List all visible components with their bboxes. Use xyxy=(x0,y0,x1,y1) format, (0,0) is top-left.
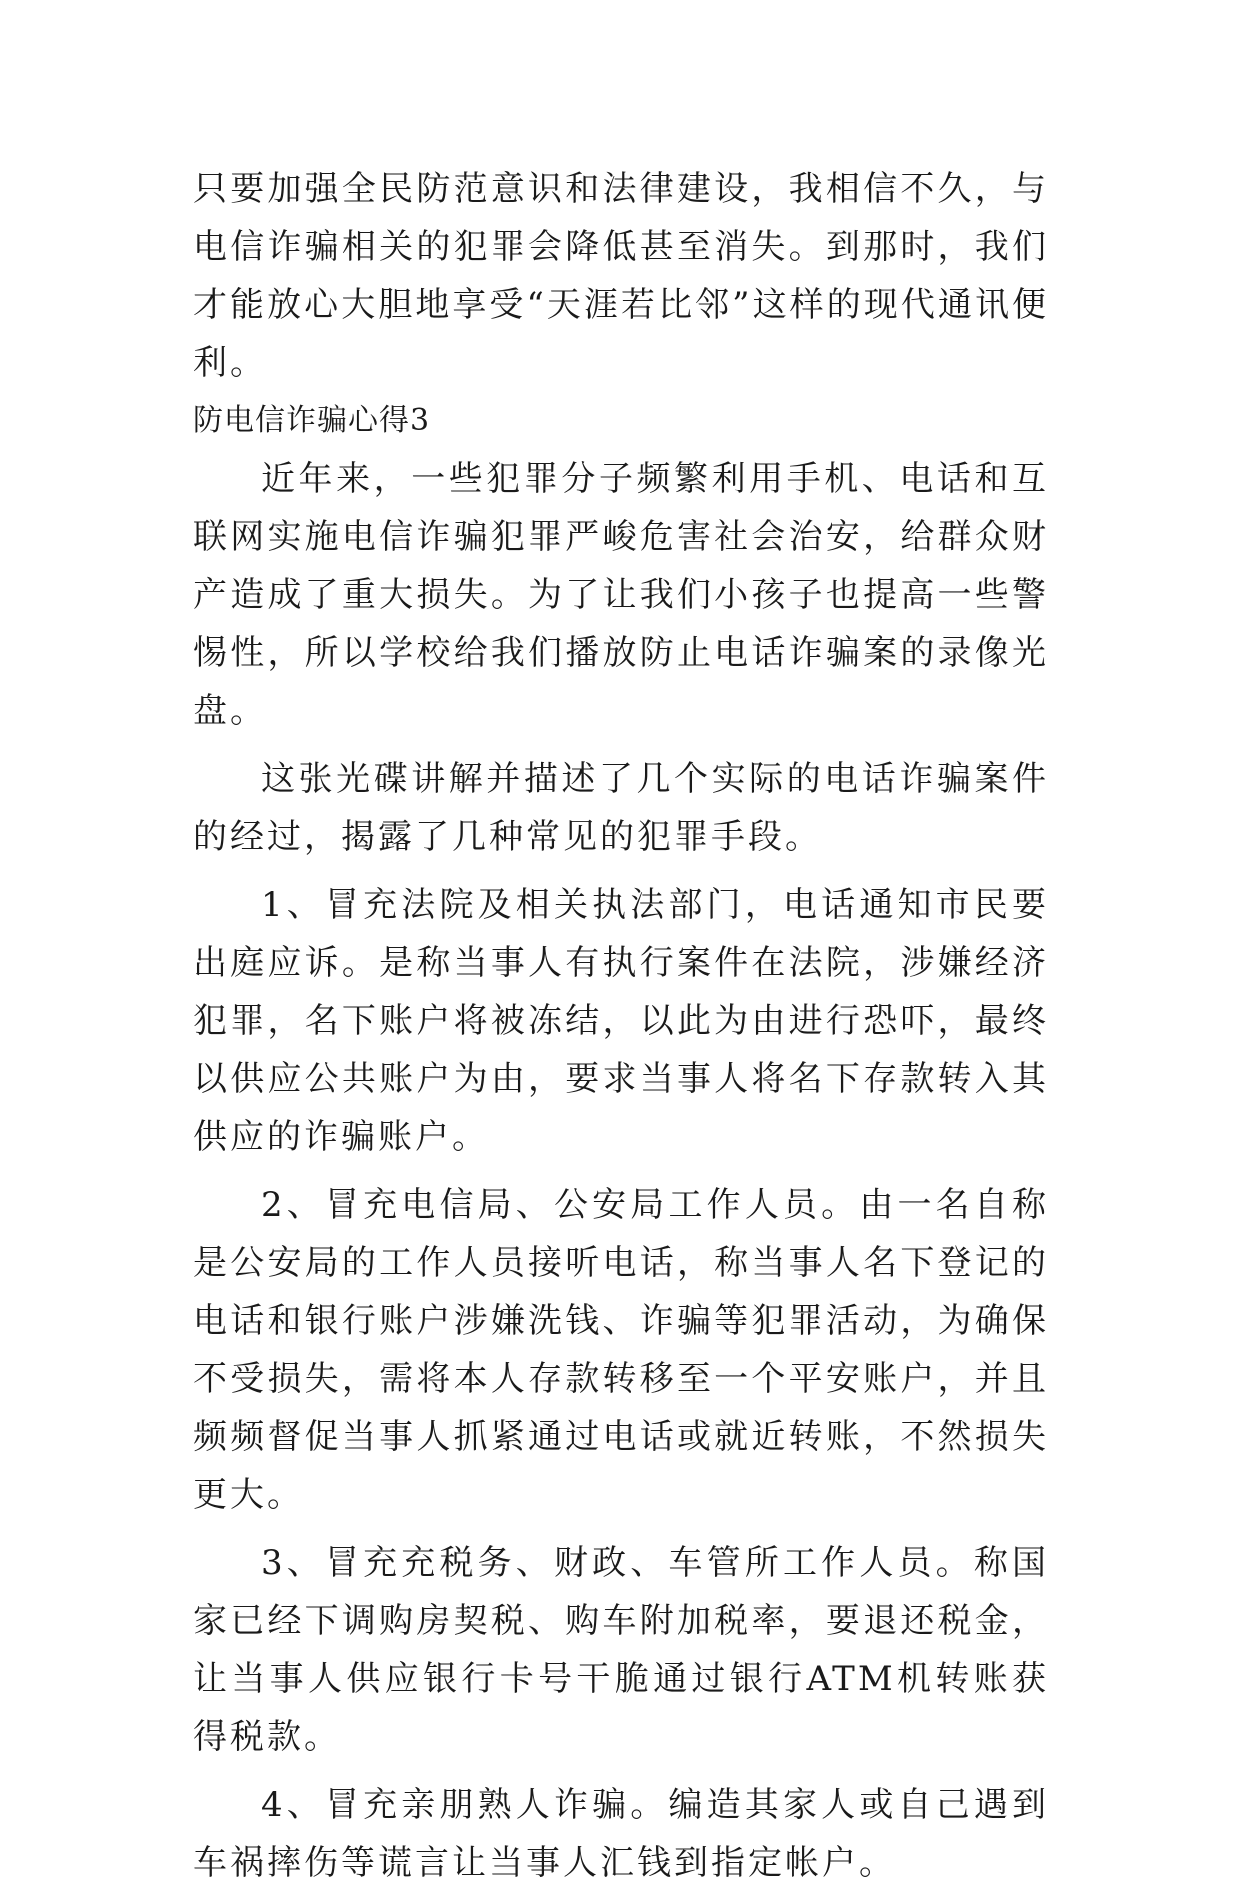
section-heading: 防电信诈骗心得3 xyxy=(193,403,431,438)
paragraph-item-4: 4、冒充亲朋熟人诈骗。编造其家人或自己遇到车祸摔伤等谎言让当事人汇钱到指定帐户。 xyxy=(193,1785,1049,1883)
paragraph-item-1: 1、冒充法院及相关执法部门，电话通知市民要出庭应诉。是称当事人有执行案件在法院，涉嫌经济犯罪，名下账户将被冻结，以此为由进行恐吓，最终以供应公共账户为由，要求当事人将名下存款转入其供应的诈骗账户。 xyxy=(193,885,1049,1157)
paragraph-intro: 近年来，一些犯罪分子频繁利用手机、电话和互联网实施电信诈骗犯罪严峻危害社会治安，给群众财产造成了重大损失。为了让我们小孩子也提高一些警惕性，所以学校给我们播放防止电话诈骗案的录像光盘。 xyxy=(193,459,1049,731)
paragraph-item-2: 2、冒充电信局、公安局工作人员。由一名自称是公安局的工作人员接听电话，称当事人名下登记的电话和银行账户涉嫌洗钱、诈骗等犯罪活动，为确保不受损失，需将本人存款转移至一个平安账户，并且频频督促当事人抓紧通过电话或就近转账，不然损失更大。 xyxy=(193,1185,1049,1515)
paragraph-video-summary: 这张光碟讲解并描述了几个实际的电话诈骗案件的经过，揭露了几种常见的犯罪手段。 xyxy=(193,759,1049,857)
paragraph-conclusion: 只要加强全民防范意识和法律建设，我相信不久，与电信诈骗相关的犯罪会降低甚至消失。到那时，我们才能放心大胆地享受“天涯若比邻”这样的现代通讯便利。 xyxy=(193,169,1049,383)
document-body xyxy=(193,160,1049,1892)
paragraph-item-3: 3、冒充充税务、财政、车管所工作人员。称国家已经下调购房契税、购车附加税率，要退还税金，让当事人供应银行卡号干脆通过银行ATM机转账获得税款。 xyxy=(193,1543,1049,1757)
